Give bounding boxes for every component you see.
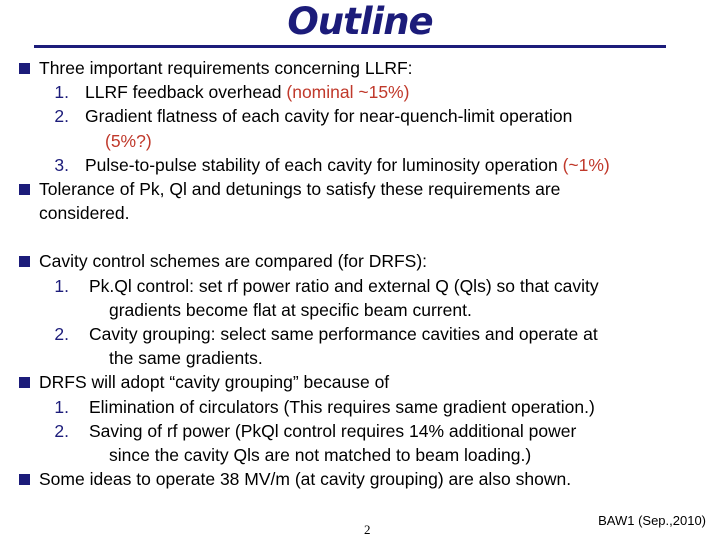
sub-item-text: the same gradients. [109,348,263,369]
sub-item [19,153,709,177]
highlight-text: (~1%) [562,154,610,175]
page-number: 2 [364,522,371,537]
sub-item [19,419,709,443]
sub-item-text: gradients become flat at specific beam current. [109,299,472,320]
sub-item-continuation [19,346,709,370]
bullet-continuation [19,201,709,225]
bullet-text: DRFS will adopt “cavity grouping” because of [39,372,390,393]
footer-text: BAW1 (Sep.,2010) [598,513,706,528]
square-bullet-icon [19,256,30,267]
square-bullet-icon [19,184,30,195]
sub-item-number: 2. [54,420,69,441]
bullet-text: Cavity control schemes are compared (for DRFS): [39,251,428,272]
spacer [19,225,709,249]
sub-item-text: Cavity grouping: select same performance cavities and operate at [89,324,598,345]
sub-item [19,395,709,419]
sub-item [19,104,709,128]
slide-content [19,56,709,491]
bullet-item [19,249,709,273]
sub-item-text: Saving of rf power (PkQl control requires 14% additional power [89,420,577,441]
sub-item-text: since the cavity Qls are not matched to beam loading.) [109,445,532,466]
slide-title: Outline [287,0,433,43]
sub-item-number: 2. [54,106,69,127]
sub-item [19,80,709,104]
sub-item [19,274,709,298]
square-bullet-icon [19,377,30,388]
sub-item-number: 1. [54,396,69,417]
bullet-text: Tolerance of Pk, Ql and detunings to satisfy these requirements are [39,179,561,200]
square-bullet-icon [19,63,30,74]
sub-item-text: LLRF feedback overhead [85,82,287,103]
highlight-text: (nominal ~15%) [286,82,410,103]
sub-item-number: 1. [54,275,69,296]
bullet-item [19,56,709,80]
sub-item-text: Pulse-to-pulse stability of each cavity for luminosity operation [85,154,563,175]
title-underline [34,45,666,48]
sub-item-text: Pk.Ql control: set rf power ratio and external Q (Qls) so that cavity [89,275,599,296]
sub-item-number: 2. [54,324,69,345]
sub-item-text: Elimination of circulators (This requires same gradient operation.) [89,396,595,417]
sub-item-number: 1. [54,82,69,103]
bullet-item [19,370,709,394]
bullet-item [19,467,709,491]
sub-item-text: Gradient flatness of each cavity for near-quench-limit operation [85,106,573,127]
sub-item [19,322,709,346]
bullet-text: considered. [39,203,130,224]
sub-item-number: 3. [54,154,69,175]
sub-item-continuation [19,298,709,322]
highlight-text: (5%?) [105,130,152,151]
square-bullet-icon [19,474,30,485]
bullet-item [19,177,709,201]
sub-item-continuation [19,443,709,467]
bullet-text: Three important requirements concerning LLRF: [39,58,413,78]
bullet-text: Some ideas to operate 38 MV/m (at cavity grouping) are also shown. [39,469,572,490]
sub-item-continuation [19,129,709,153]
